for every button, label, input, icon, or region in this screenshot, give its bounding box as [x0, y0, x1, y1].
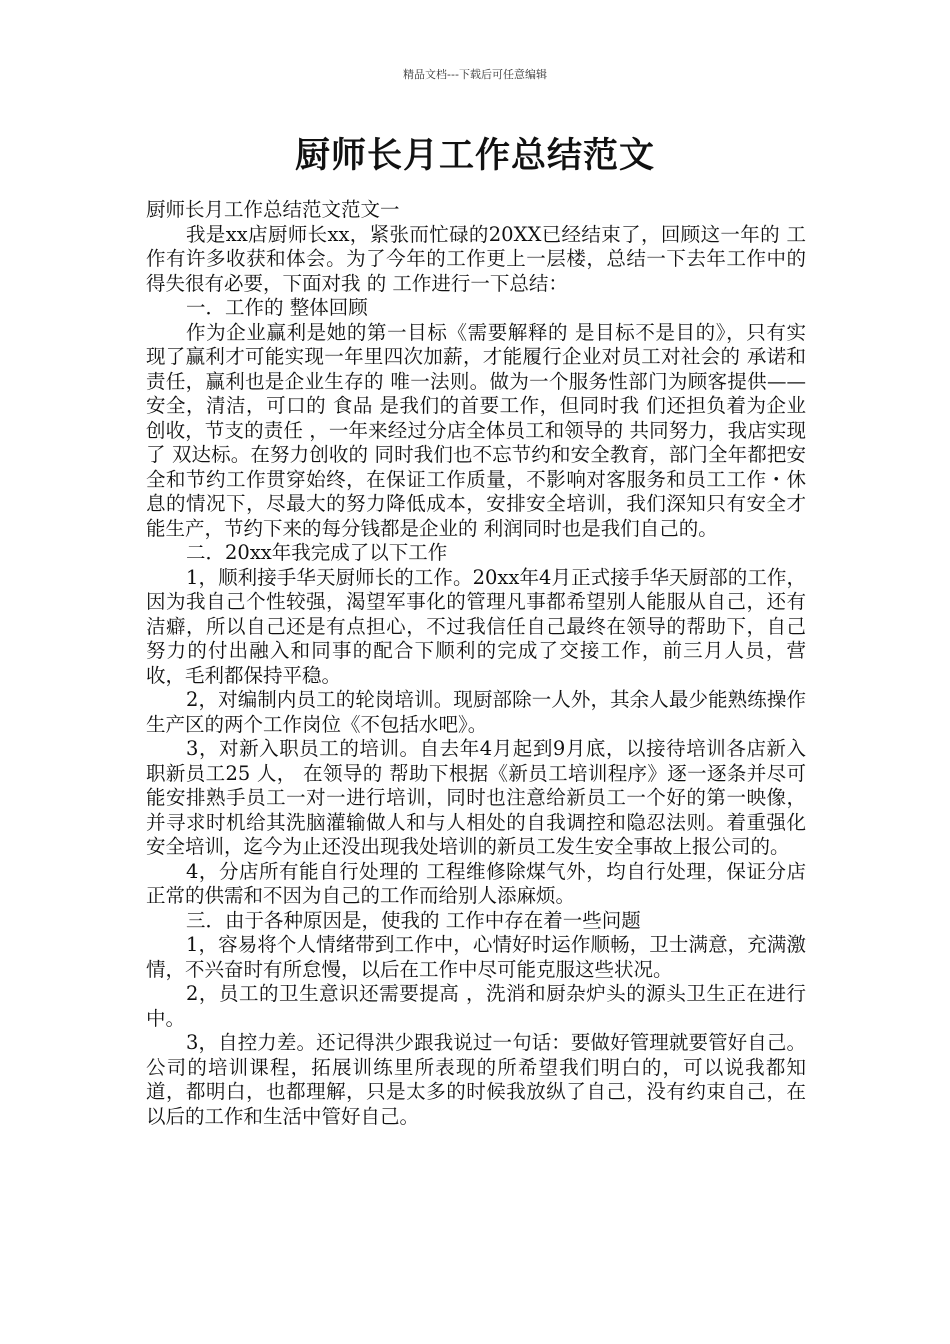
list-item: 3，自控力差。还记得洪少跟我说过一句话：要做好管理就要管好自己。公司的培训课程，拓展训练里所表现的所希望我们明白的，可以说我都知道，都明白，也都理解，只是太多的时候我放纵了自己，没有约束自己，在以后的工作和生活中管好自己。 [146, 1031, 806, 1128]
list-item: 4，分店所有能自行处理的 工程维修除煤气外，均自行处理，保证分店正常的供需和不因为自己的工作而给别人添麻烦。 [146, 859, 806, 907]
list-item: 1，容易将个人情绪带到工作中，心情好时运作顺畅，卫士满意，充满激情，不兴奋时有所怠慢，以后在工作中尽可能克服这些状况。 [146, 933, 806, 981]
list-item: 1，顺利接手华天厨师长的工作。20xx年4月正式接手华天厨部的工作，因为我自己个性较强，渴望军事化的管理凡事都希望别人能服从自己，还有洁癖，所以自己还是有点担心，不过我信任自己最终在领导的帮助下，自己努力的付出融入和同事的配合下顺利的完成了交接工作，前三月人员，营收，毛利都保持平稳。 [146, 565, 806, 687]
document-title: 厨师长月工作总结范文 [294, 136, 655, 176]
document-body [146, 198, 806, 1129]
paragraph-overview: 作为企业赢利是她的第一目标《需要解释的 是目标不是目的》，只有实现了赢利才可能实现一年里四次加薪，才能履行企业对员工对社会的 承诺和责任，赢利也是企业生存的 唯一法则。做为一个服务性部门为顾客提供——安全，清洁，可口的 食品 是我们的首要工作，但同时我 们还担负着为企业创收，节支的责任 ，一年来经过分店全体员工和领导的 共同努力，我店实现了 双达标。在努力创收的 同时我们也不忘节约和安全教育，部门全年都把安全和节约工作贯穿始终，在保证工作质量，不影响对客服务和员工工作・休息的情况下，尽最大的努力降低成本，安排安全培训，我们深知只有安全才能生产，节约下来的每分钱都是企业的 利润同时也是我们自己的。 [146, 320, 806, 540]
header-note: 精品文档---下载后可任意编辑 [403, 68, 547, 81]
list-item: 3，对新入职员工的培训。自去年4月起到9月底，以接待培训各店新入职新员工25 人， 在领导的 帮助下根据《新员工培训程序》逐一逐条并尽可能安排熟手员工一对一进行培训，同时也注意给新员工一个好的第一映像，并寻求时机给其洗脑灌输做人和与人相处的自我调控和隐忍法则。着重强化安全培训，迄今为止还没出现我处培训的新员工发生安全事故上报公司的。 [146, 737, 806, 858]
paragraph-intro: 我是xx店厨师长xx，紧张而忙碌的20XX已经结束了，回顾这一年的 工作有许多收获和体会。为了今年的工作更上一层楼，总结一下去年工作中的 得失很有必要，下面对我 的 工作进行一下总结： [146, 222, 806, 295]
section-heading: 厨师长月工作总结范文范文一 [146, 198, 400, 221]
list-item: 2，对编制内员工的轮岗培训。现厨部除一人外，其余人最少能熟练操作生产区的两个工作岗位《不包括水吧》。 [146, 688, 806, 736]
section-heading: 三．由于各种原因是，使我的 工作中存在着一些问题 [186, 908, 641, 932]
section-heading: 二．20xx年我完成了以下工作 [186, 541, 448, 564]
list-item: 2，员工的卫生意识还需要提高 ，洗消和厨杂炉头的源头卫生正在进行中。 [146, 982, 806, 1030]
section-heading: 一．工作的 整体回顾 [186, 296, 368, 319]
